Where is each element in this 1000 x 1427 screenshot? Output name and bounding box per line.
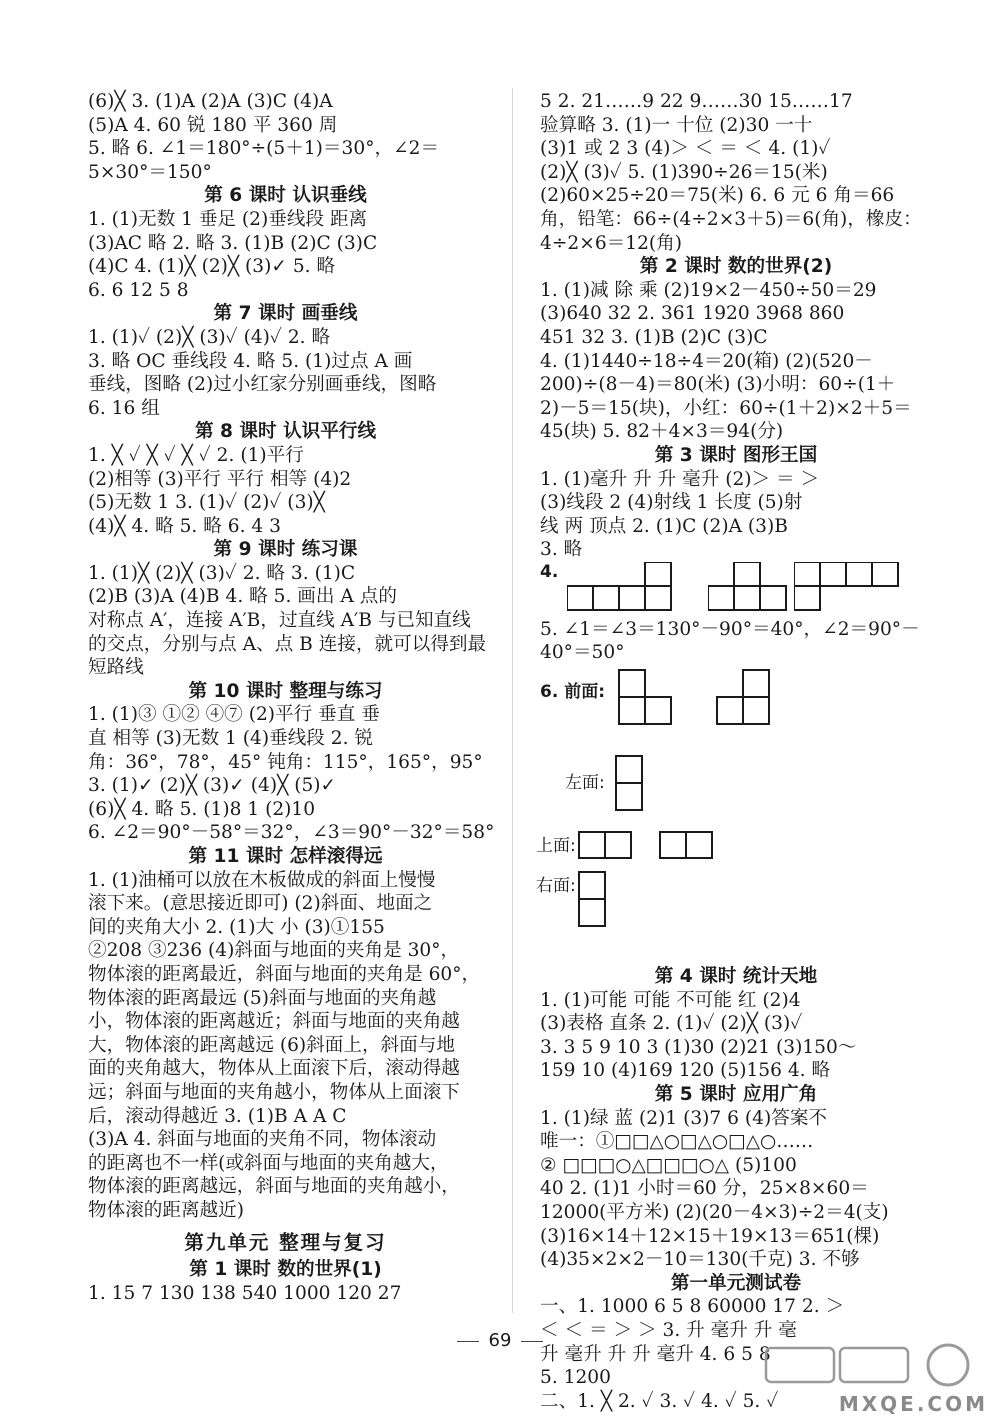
answer-line: 40 2. (1)1 小时＝60 分，25×8×60＝ [540, 1178, 869, 1200]
section-heading: 第 3 课时 图形王国 [654, 444, 818, 466]
section-heading: 第 9 课时 练习课 [213, 539, 358, 561]
section-heading: 第 6 课时 认识垂线 [204, 185, 367, 207]
answer-line: 1. ╳ ✓ ╳ ✓ ╳ ✓ 2. (1)平行 [88, 444, 304, 466]
answer-line: 5. 略 6. ∠1＝180°÷(5＋1)＝30°，∠2＝ [88, 138, 440, 160]
answer-line: 1. (1)③ ①② ④⑦ (2)平行 垂直 垂 [88, 704, 380, 726]
answer-line: 3. 略 [540, 539, 583, 561]
answer-line: 1. (1)减 除 乘 (2)19×2－450÷50＝29 [540, 279, 877, 301]
answer-line: 12000(平方米) (2)(20－4×3)÷2＝4(支) [540, 1202, 889, 1223]
answer-line: 唯一：①□□△○□△○□△○…… [540, 1131, 814, 1153]
answer-line: (3)1 或 2 3 (4)＞ ＜ ＝ ＜ 4. (1)✓ [540, 138, 831, 160]
left-view-figure [615, 755, 645, 813]
net-figure-1 [567, 562, 687, 612]
answer-line: 1. (1)✓ (2)╳ (3)✓ (4)✓ 2. 略 [88, 326, 331, 348]
answer-line: 角，铅笔：66÷(4÷2×3＋5)＝6(角)，橡皮： [540, 208, 922, 230]
front-view-label: 6. 前面: [540, 682, 606, 703]
question-5 [540, 618, 932, 665]
answer-line: 面的夹角越大，物体从上面滚下后，滚动得越 [88, 1058, 460, 1080]
answer-line: (3)AC 略 2. 略 3. (1)B (2)C (3)C [88, 232, 378, 254]
section-heading: 第 1 课时 数的世界(1) [189, 1259, 382, 1281]
top-view-figure-1 [578, 831, 636, 861]
answer-line: 对称点 A′，连接 A′B，过直线 A′B 与已知直线 [88, 610, 471, 632]
section-heading: 第 8 课时 认识平行线 [194, 421, 377, 443]
figure-4-label: 4. [540, 561, 559, 582]
figure-6-views [536, 665, 932, 965]
answer-line: (4)35×2×2－10＝130(千克) 3. 不够 [540, 1249, 860, 1271]
answer-line: 物体滚的距离最远 (5)斜面与地面的夹角越 [88, 987, 437, 1009]
figure-4 [540, 562, 932, 618]
answer-line: 远；斜面与地面的夹角越小，物体从上面滚下 [88, 1081, 460, 1103]
top-view-figure-2 [659, 831, 717, 861]
answer-line: 物体滚的距离越近) [88, 1199, 245, 1221]
answer-line: 45(块) 5. 82＋4×3＝94(分) [540, 421, 784, 443]
net-figure-3 [794, 562, 902, 612]
answer-line: 3. (1)✓ (2)╳ (3)✓ (4)╳ (5)✓ [88, 775, 337, 797]
answer-line: 1. (1)毫升 升 升 毫升 (2)＞ ＝ ＞ [540, 468, 820, 490]
answer-line: 短路线 [88, 657, 144, 679]
answer-line: 1. 15 7 130 138 540 1000 120 27 [88, 1282, 402, 1304]
page-number: 69 [0, 1330, 1000, 1351]
answer-line: 159 10 (4)169 120 (5)156 4. 略 [540, 1060, 831, 1082]
answer-line: (3)640 32 2. 361 1920 3968 860 [540, 303, 845, 325]
answer-line: (2)B (3)A (4)B 4. 略 5. 画出 A 点的 [88, 586, 397, 608]
answer-line: 垂线，图略 (2)过小红家分别画垂线，图略 [88, 374, 437, 396]
front-view-figure-2 [716, 669, 776, 727]
answer-line: (3)表格 直条 2. (1)✓ (2)╳ (3)✓ [540, 1013, 803, 1035]
answer-line: 1. (1)╳ (2)╳ (3)✓ 2. 略 3. (1)C [88, 562, 356, 584]
answer-line: 3. 3 5 9 10 3 (1)30 (2)21 (3)150～ [540, 1036, 857, 1058]
answer-line: 4÷2×6＝12(角) [540, 232, 683, 254]
answer-line: (5)无数 1 3. (1)✓ (2)✓ (3)╳ [88, 492, 325, 514]
answer-line: 6. 16 组 [88, 397, 160, 419]
answer-line: (3)16×14＋12×15＋19×13＝651(棵) [540, 1225, 880, 1247]
answer-line: 滚下来。(意思接近即可) (2)斜面、地面之 [88, 893, 433, 915]
right-view-label: 右面: [536, 876, 576, 897]
section-heading: 第一单元测试卷 [670, 1272, 802, 1294]
answer-line: (6)╳ 3. (1)A (2)A (3)C (4)A [88, 91, 333, 112]
net-figure-2 [708, 562, 804, 612]
answer-line: 间的夹角大小 2. (1)大 小 (3)①155 [88, 916, 385, 938]
answer-line: 的交点，分别与点 A、点 B 连接，就可以得到最 [88, 633, 487, 655]
answer-line: 小，物体滚的距离越近；斜面与地面的夹角越 [88, 1011, 460, 1033]
answer-line: (2)相等 (3)平行 平行 相等 (4)2 [88, 468, 352, 490]
answer-line: 1. (1)油桶可以放在木板做成的斜面上慢慢 [88, 869, 436, 891]
front-view-figure-1 [618, 669, 678, 727]
answer-line: 6. ∠2＝90°－58°＝32°，∠3＝90°－32°＝58° [88, 822, 495, 844]
answer-line: 5. 1200 [540, 1367, 611, 1389]
answer-line: 5 2. 21……9 22 9……30 15……17 [540, 91, 853, 112]
answer-line: 升 毫升 升 升 毫升 4. 6 5 8 [540, 1343, 771, 1365]
answer-line: (2)60×25÷20＝75(米) 6. 6 元 6 角＝66 [540, 185, 895, 207]
answer-line: 物体滚的距离越远，斜面与地面的夹角越小， [88, 1176, 460, 1198]
answer-line: ② □□□○△□□□○△ (5)100 [540, 1154, 797, 1176]
answer-line: 物体滚的距离最近，斜面与地面的夹角是 60°， [88, 963, 481, 985]
answer-line: (4)C 4. (1)╳ (2)╳ (3)✓ 5. 略 [88, 256, 336, 278]
answer-line: 5×30°＝150° [88, 161, 212, 183]
answer-line: 1. (1)绿 蓝 (2)1 (3)7 6 (4)答案不 [540, 1107, 828, 1129]
answer-line: 角：36°，78°，45° 钝角：115°，165°，95° [88, 751, 483, 773]
answer-line: (2)╳ (3)✓ 5. (1)390÷26＝15(米) [540, 161, 828, 183]
answer-line: ＜ ＜ ＝ ＞ ＞ 3. 升 毫升 升 毫 [540, 1319, 797, 1341]
answer-line: 1. (1)无数 1 垂足 (2)垂线段 距离 [88, 208, 368, 230]
answer-line: 大，物体滚的距离越远 (6)斜面上，斜面与地 [88, 1034, 455, 1056]
answer-line: (5)A 4. 60 锐 180 平 360 周 [88, 114, 338, 136]
section-heading: 第 5 课时 应用广角 [654, 1084, 818, 1106]
answer-line: 6. 6 12 5 8 [88, 279, 189, 301]
watermark-url: MXQE.COM [838, 1392, 988, 1416]
answer-line: 3. 略 OC 垂线段 4. 略 5. (1)过点 A 画 [88, 350, 413, 372]
answer-line: (4)╳ 4. 略 5. 略 6. 4 3 [88, 515, 281, 537]
answer-line: 验算略 3. (1)一 十位 (2)30 一十 [540, 114, 813, 136]
right-column [536, 90, 932, 1413]
section-heading: 第 10 课时 整理与练习 [188, 680, 383, 702]
answer-line: 2)－5＝15(块)，小红：60÷(1＋2)×2＋5＝ [540, 397, 912, 419]
section-heading: 第 4 课时 统计天地 [654, 966, 818, 988]
answer-line: 后，滚动得越近 3. (1)B A A C [88, 1105, 347, 1127]
left-column [88, 90, 495, 1305]
section-heading: 第 2 课时 数的世界(2) [639, 256, 833, 278]
answer-line: ②208 ③236 (4)斜面与地面的夹角是 30°， [88, 940, 460, 962]
answer-line: 200)÷(8－4)＝80(米) (3)小明：60÷(1＋ [540, 374, 896, 396]
left-view-label: 左面: [565, 773, 605, 794]
answer-line: 二、1. ╳ 2. ✓ 3. ✓ 4. ✓ 5. ✓ [540, 1390, 779, 1412]
section-heading: 第 7 课时 画垂线 [213, 303, 358, 325]
right-column-top [540, 90, 932, 562]
unit-heading: 第九单元 整理与复习 [184, 1230, 387, 1254]
answer-line: (3)A 4. 斜面与地面的夹角不同，物体滚动 [88, 1129, 437, 1151]
q5-line-1: 5. ∠1＝∠3＝130°－90°＝40°，∠2＝90°－ [540, 618, 920, 640]
q5-line-2: 40°＝50° [540, 642, 625, 664]
answer-line: 的距离也不一样(或斜面与地面的夹角越大， [88, 1152, 449, 1174]
answer-line: 直 相等 (3)无数 1 (4)垂线段 2. 锐 [88, 728, 374, 750]
section-heading: 第 11 课时 怎样滚得远 [188, 846, 383, 867]
answer-line: (6)╳ 4. 略 5. (1)8 1 (2)10 [88, 798, 316, 820]
top-view-label: 上面: [536, 836, 576, 857]
answer-line: 1. (1)可能 可能 不可能 红 (2)4 [540, 989, 801, 1011]
right-view-figure [578, 871, 608, 929]
answer-line: 线 两 顶点 2. (1)C (2)A (3)B [540, 515, 788, 537]
answer-line: 4. (1)1440÷18÷4＝20(箱) (2)(520－ [540, 350, 873, 372]
answer-line: 451 32 3. (1)B (2)C (3)C [540, 326, 768, 348]
answer-line: 一、1. 1000 6 5 8 60000 17 2. ＞ [540, 1296, 845, 1318]
answer-line: (3)线段 2 (4)射线 1 长度 (5)射 [540, 492, 803, 514]
column-divider [512, 88, 513, 1313]
